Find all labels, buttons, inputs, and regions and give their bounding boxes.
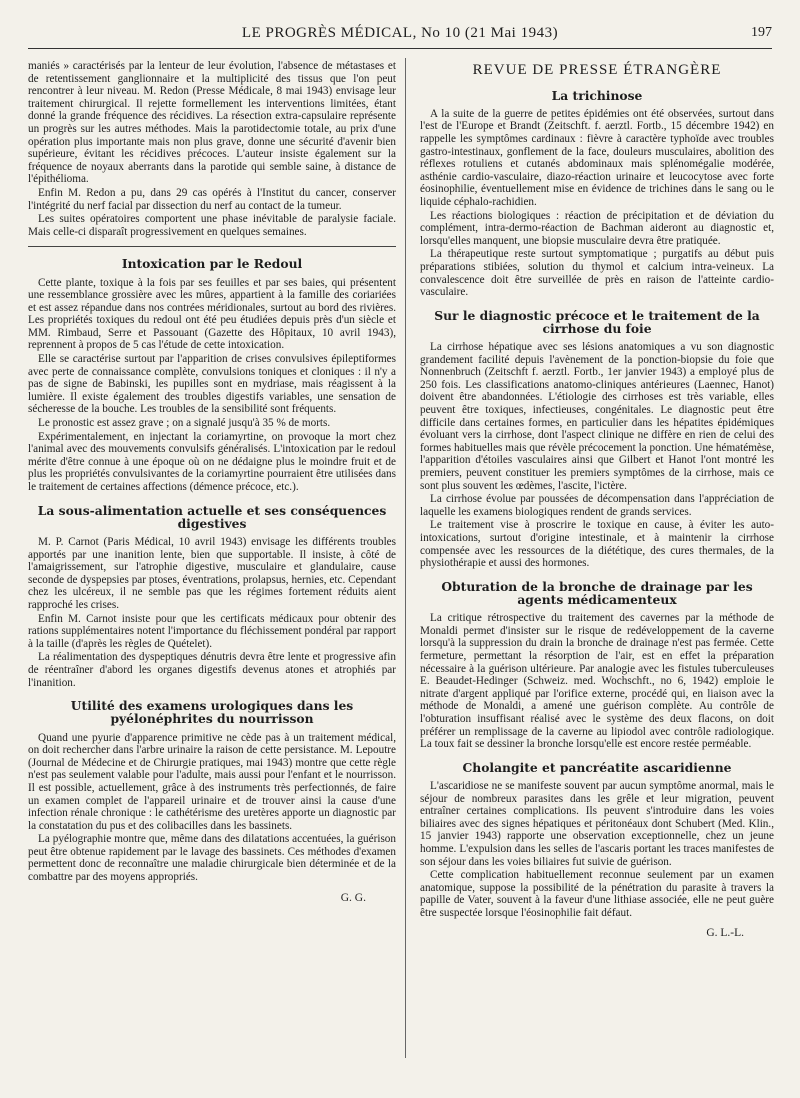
section-title: Utilité des examens urologiques dans les pyélonéphrites du nourrisson bbox=[70, 698, 354, 727]
paragraph: Cette plante, toxique à la fois par ses feuilles et par ses baies, qui présentent une ressemblance grossière avec les mûres, appartient à la famille des coriariées et est assez répandue dans nos contrées méridionales, surtout au bord des rivières. Les propriétés toxiques du redoul ont été peu étudiées depuis près d'un siècle et MM. Rimbaud, Serre et Passouant (Gazette des Hôpitaux, 10 avril 1943), reprennent à propos de 5 cas l'étude de cette intoxication. bbox=[28, 276, 396, 352]
paragraph: Enfin M. Carnot insiste pour que les certificats médicaux pour obtenir des rations supplémentaires notent l'importance du fléchissement pondéral par rapport à la taille (d'après les règles de Quételet). bbox=[28, 612, 396, 650]
section-title: Sur le diagnostic précoce et le traitement de la cirrhose du foie bbox=[434, 307, 760, 336]
paragraph: Les réactions biologiques : réaction de précipitation et de déviation du complément, intra-dermo-réaction de Bachman aideront au diagnostic et, lorsqu'elles manquent, une biopsie musculaire devra être pratiquée. bbox=[420, 209, 774, 247]
paragraph: maniés » caractérisés par la lenteur de leur évolution, l'absence de métastases et de retentissement ganglionnaire et la multiplicité des tissus que l'on peut rencontrer à leur niveau. M. Redon (Presse Médicale, 8 mai 1943) envisage leur traitement chirurgical. Il rejette formellement les interventions limitées, étant donné la grande fréquence des récidives. La résection extra-capsulaire représente un progrès sur les autres méthodes. Mais la parotidectomie totale, au prix d'une opération plus importante mais non plus grave, donne une sécurité d'avenir bien supérieure, évitant les récidives précoces. L'auteur insiste également sur la fréquence de noyaux aberrants dans la parotide qui semble saine, à distance de l'épithélioma. bbox=[28, 60, 396, 186]
paragraph: La cirrhose évolue par poussées de décompensation dans l'appréciation de laquelle les examens biologiques rendent de grands services. bbox=[420, 493, 774, 518]
paragraph: Elle se caractérise surtout par l'apparition de crises convulsives épileptiformes avec perte de connaissance complète, convulsions toniques et cloniques : il n'y a pas de signe de Babinski, les pupilles sont en mydriase, mais réagissent à la lumière. Il existe également des troubles digestifs variables, une sensation de sécheresse de la bouche. Les troubles de la sensibilité sont fréquents. bbox=[28, 353, 396, 416]
journal-title: LE PROGRÈS MÉDICAL, No 10 (21 Mai 1943) bbox=[241, 25, 559, 41]
paragraph: Le traitement vise à proscrire le toxique en cause, à éviter les auto-intoxications, surtout d'origine intestinale, et à maintenir la cirrhose compensée avec les ressources de la diététique, des cures thermales, de la physiothérapie et aussi des hormones. bbox=[420, 519, 774, 570]
paragraph: La pyélographie montre que, même dans des dilatations accentuées, la guérison peut être obtenue rapidement par le lavage des bassinets. Ces méthodes d'examen permettent donc de reconnaître une maladie chirurgicale bien déterminée et de la combattre par des moyens appropriés. bbox=[28, 833, 396, 884]
paragraph: La cirrhose hépatique avec ses lésions anatomiques a vu son diagnostic grandement facilité depuis l'avènement de la ponction-biopsie du foie que Nonnenbruch (Zeitschft f. aerztl. Fortb., 1er janvier 1943) a employé plus de 250 fois. Les classifications anatomo-cliniques antérieures (Laennec, Hanot) doivent être abandonnées. L'étiologie des cirrhoses est très variable, elles peuvent être toxiques, infectieuses, congénitales. Le diagnostic peut être difficile dans certaines formes, en particulier dans les hépatites épidémiques évoluant vers la cirrhose, dont l'aspect clinique ne diffère en rien de celui des formes habituelles mais que révèle précocement la ponction. Une hématémèse, l'apparition d'étoiles vasculaires ainsi que Gilbert et Hanot l'ont montré les premiers, peuvent constituer les premiers symptômes de la cirrhose, mais ce sont plus souvent les œdèmes, l'ascite, l'ictère. bbox=[420, 341, 774, 492]
paragraph: La thérapeutique reste surtout symptomatique ; purgatifs au début puis préparations stibiées, solution du thymol et calcium intra-veineux. La convalescence doit être surveillée de près en raison de l'atteinte cardio-vasculaire. bbox=[420, 248, 774, 299]
signature: G. G. bbox=[340, 891, 366, 904]
section-title: Intoxication par le Redoul bbox=[121, 256, 303, 272]
paragraph: Quand une pyurie d'apparence primitive ne cède pas à un traitement médical, on doit rechercher dans l'arbre urinaire la raison de cette persistance. M. Lepoutre (Journal de Médecine et de Chirurgie pratiques, mai 1943) montre que cette règle n'est pas seulement valable pour l'adulte, mais aussi pour l'enfant et le nourrisson. Il est possible, actuellement, grâce à des instruments très perfectionnés, de faire un examen complet de l'appareil urinaire et de trouver ainsi la cause d'une infection rénale chronique : le cathétérisme des uretères apporte un diagnostic par la constatation du pus et des colibacilles dans les bassinets. bbox=[28, 731, 396, 832]
section-title: La trichinose bbox=[551, 87, 643, 103]
paragraph: Les suites opératoires comportent une phase inévitable de paralysie faciale. Mais celle-ci disparaît progressivement en quelques semaines. bbox=[28, 213, 396, 238]
section-title: La sous-alimentation actuelle et ses conséquences digestives bbox=[37, 502, 387, 531]
column-heading: REVUE DE PRESSE ÉTRANGÈRE bbox=[472, 62, 722, 78]
paragraph: Enfin M. Redon a pu, dans 29 cas opérés à l'Institut du cancer, conserver l'intégrité du nerf facial par dissection du nerf au contact de la tumeur. bbox=[28, 186, 396, 212]
right-column bbox=[420, 60, 774, 940]
paragraph: La réalimentation des dyspeptiques dénutris devra être lente et progressive afin de réentraîner d'abord les organes digestifs devenus atones et atrophiés par l'inanition. bbox=[28, 651, 396, 689]
paragraph: Expérimentalement, en injectant la coriamyrtine, on provoque la mort chez l'animal avec des mouvements convulsifs généralisés. L'intoxication par le redoul mérite d'être connue à une époque où on ne dédaigne plus le moindre fruit et de plus les propriétés convulsivantes de la coriamyrtine pourraient être utilisées dans le traitement de certaines affections (démence précoce, etc.). bbox=[28, 430, 396, 494]
section-rule bbox=[28, 246, 396, 247]
paragraph: Cette complication habituellement reconnue seulement par un examen anatomique, suppose la possibilité de la pénétration du parasite à travers la papille de Vater, souvent à la faveur d'une lithiase associée, elle ne peut guère être suspectée lorsque l'éosinophilie fait défaut. bbox=[420, 869, 774, 919]
paragraph: M. P. Carnot (Paris Médical, 10 avril 1943) envisage les différents troubles apportés par une inanition lente, bien que supportable. Il insiste, à côté de l'amaigrissement, sur l'atrophie digestive, musculaire et glandulaire, cause seconde de dyspepsies par ptoses, éventrations, prolapsus, hernies, etc. Cependant chez les ulcéreux, il ne semble pas que les régimes fortement réduits aient rapproché les crises. bbox=[28, 536, 396, 611]
section-title: Obturation de la bronche de drainage par les agents médicamenteux bbox=[441, 578, 753, 607]
paragraph: La critique rétrospective du traitement des cavernes par la méthode de Monaldi permet d'insister sur le risque de redéveloppement de la caverne lorsqu'à la suppression du drain la bronche de drainage n'est pas fermée. Cette fermeture, permettant la résorption de l'air, est en effet la préparation nécessaire à la guérison ultérieure. Par analogie avec les fistules tuberculeuses E. Beaudet-Hedinger (Schweiz. med. Wochschft., no 6, 1942) emploie le nitrate d'argent appliqué par l'orifice externe, procédé qui, en liaison avec la méthode de Monaldi, a amené une guérison complète. Au contrôle de l'obturation insuffisant réalisé avec le système des deux flacons, on doit préférer un remplissage de la caverne au lipiodol avec contrôle radiologique. La toux fait se dessiner la bronche lorsqu'elle est encore restée perméable. bbox=[420, 612, 774, 751]
page-number: 197 bbox=[751, 25, 772, 40]
paragraph: Le pronostic est assez grave ; on a signalé jusqu'à 35 % de morts. bbox=[38, 417, 331, 430]
section-title: Cholangite et pancréatite ascaridienne bbox=[462, 759, 732, 775]
paragraph: A la suite de la guerre de petites épidémies ont été observées, surtout dans l'est de l'Europe et Brandt (Zeitschft. f. aerztl. Fortb., 15 décembre 1942) en rappelle les symptômes cardinaux : fièvre à caractère typhoïde avec troubles gastro-intestinaux, gonflement de la face, douleurs musculaires, abolition des réflexes rotuliens et cutanés abdominaux mais splénomégalie modérée, asthénie cardio-vasculaire, diazo-réaction urinaire et leucocytose avec forte éosinophilie, éventuellement mise en évidence de trichines dans le sang ou le liquide céphalo-rachidien. bbox=[420, 107, 774, 208]
running-header bbox=[28, 22, 772, 49]
paragraph: L'ascaridiose ne se manifeste souvent par aucun symptôme anormal, mais le séjour de nombreux parasites dans les grêle et leur migration, peuvent entraîner certaines complications. Ils peuvent s'introduire dans les voies biliaires avec des signes hépatiques et péritonéaux dont Schubert (Med. Klin., 15 janvier 1943) rapporte une observation exceptionnelle, chez un jeune homme. L'expulsion dans les selles de l'ascaris portant les traces manifestes de son séjour dans les voies biliaires fut suivie de guérison. bbox=[420, 779, 774, 868]
signature: G. L.-L. bbox=[706, 927, 744, 940]
column-divider bbox=[405, 58, 406, 1058]
left-column bbox=[28, 60, 396, 904]
